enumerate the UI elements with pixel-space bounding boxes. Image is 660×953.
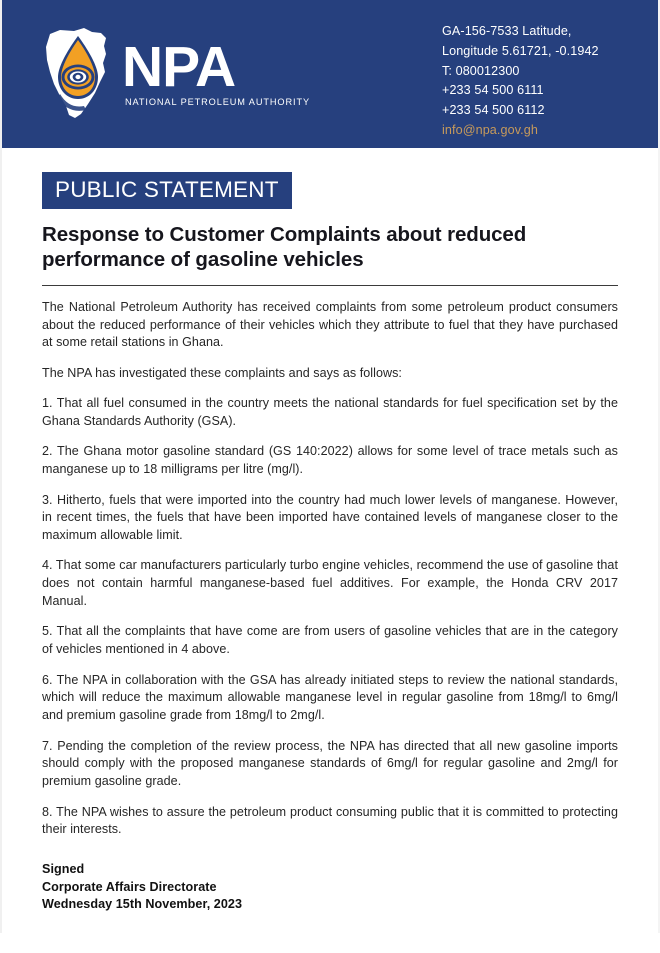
npa-wordmark-subtitle: NATIONAL PETROLEUM AUTHORITY [125,96,310,107]
statement-body [42,299,618,839]
statement-paragraph: 2. The Ghana motor gasoline standard (GS 140:2022) allows for some level of trace metals such as manganese up to 18 milligrams per litre (mg/l). [42,444,618,477]
statement-paragraph: 6. The NPA in collaboration with the GSA has already initiated steps to review the national standards, which will reduce the maximum allowable manganese level in regular gasoline from 18mg/l to 6mg/l and premium gasoline grade from 18mg/l to 2mg/l. [42,672,618,723]
document-content [2,148,658,913]
signature-signed-label: Signed [42,862,85,877]
contact-address-line: GA-156-7533 Latitude, [442,24,572,38]
statement-paragraph: 1. That all fuel consumed in the country meets the national standards for fuel specification set by the Ghana Standards Authority (GSA). [42,396,618,428]
npa-logo-droplet-ghana-map-icon [40,20,118,122]
signature-department: Corporate Affairs Directorate [42,879,217,894]
contact-coordinates-line: Longitude 5.61721, -0.1942 [442,43,599,58]
signature-date: Wednesday 15th November, 2023 [42,896,243,911]
statement-paragraph: The NPA has investigated these complaints and says as follows: [42,365,402,380]
npa-wordmark-text: NPA [122,35,236,100]
npa-wordmark [122,35,310,106]
contact-mobile-line-1: +233 54 500 6111 [442,83,544,98]
contact-telephone-line: T: 080012300 [442,63,520,78]
title-divider [42,285,618,286]
npa-logo [40,20,310,122]
page-title: Response to Customer Complaints about reduced performance of gasoline vehicles [42,223,527,272]
statement-paragraph: 3. Hitherto, fuels that were imported into the country had much lower levels of manganese. However, in recent times, the fuels that have been imported have contained levels of manganese closer to the maximum allowable limit. [42,492,618,543]
contact-email-link[interactable]: info@npa.gov.gh [442,122,538,137]
status-badge: PUBLIC STATEMENT [42,172,292,209]
header-contact-info [442,22,599,141]
statement-paragraph: 7. Pending the completion of the review process, the NPA has directed that all new gasoline imports should comply with the proposed manganese standards of 6mg/l for regular gasoline and 2mg/l for premium gasoline grade. [42,738,618,789]
statement-paragraph: 8. The NPA wishes to assure the petroleum product consuming public that it is committed to protecting their interests. [42,804,618,837]
page-header-band [2,0,658,148]
statement-paragraph: 4. That some car manufacturers particularly turbo engine vehicles, recommend the use of gasoline that does not contain harmful manganese-based fuel additives. For example, the Honda CRV 2017 Manual. [42,558,618,609]
signature-block [42,861,618,913]
statement-paragraph: The National Petroleum Authority has received complaints from some petroleum product consumers about the reduced performance of their vehicles which they attribute to fuel that they have purchased at some retail stations in Ghana. [42,299,618,350]
contact-mobile-line-2: +233 54 500 6112 [442,103,545,118]
page-footer-space [2,913,658,953]
statement-paragraph: 5. That all the complaints that have come are from users of gasoline vehicles that are in the category of vehicles mentioned in 4 above. [42,624,618,657]
